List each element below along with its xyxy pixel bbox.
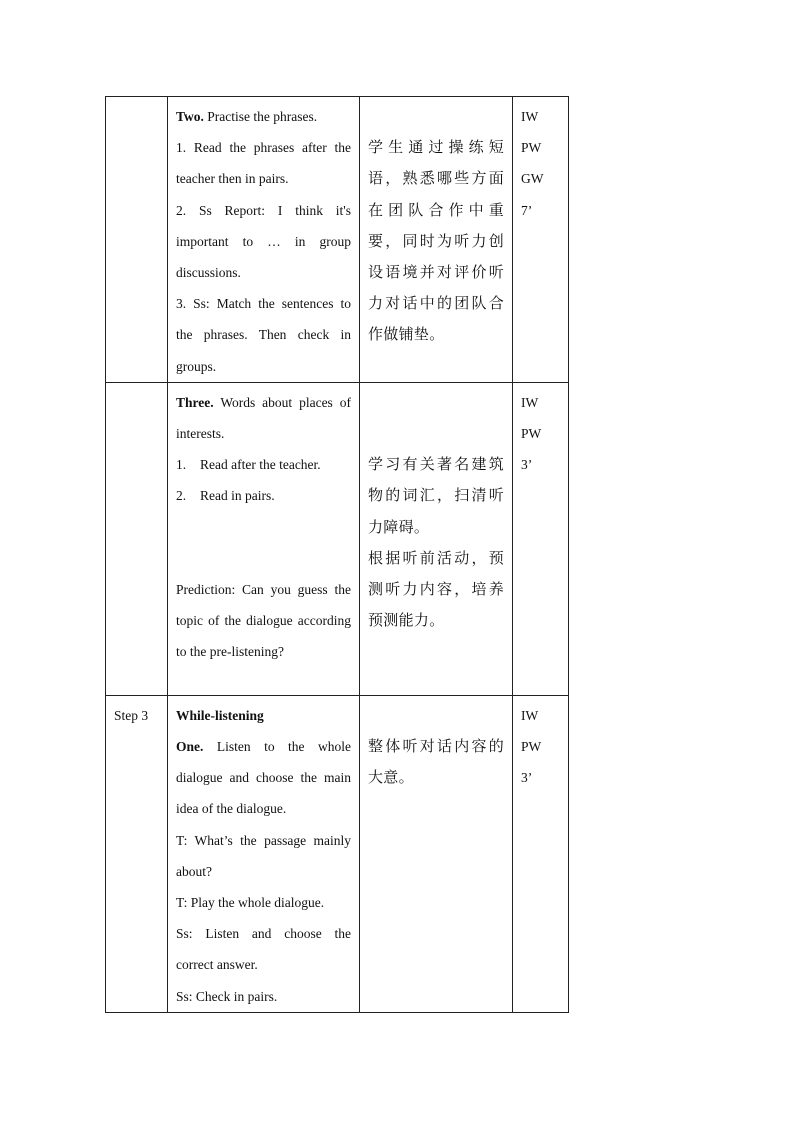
form-item: IW bbox=[521, 707, 539, 723]
lesson-plan-table bbox=[105, 96, 569, 1013]
form-item: PW bbox=[521, 426, 542, 442]
spacer bbox=[368, 101, 504, 132]
activity-line: 2. Ss Report: I think it's important to … in group discussions. bbox=[176, 202, 351, 281]
form-cell bbox=[513, 695, 569, 1012]
activity-heading-text: Listen to the whole dialogue and choose the main idea of the dialogue. bbox=[176, 739, 351, 817]
time-item: 3’ bbox=[521, 457, 533, 473]
aim-cell bbox=[360, 695, 513, 1012]
spacer bbox=[368, 700, 504, 731]
activity-line: 1. Read the phrases after the teacher then in pairs. bbox=[176, 140, 351, 187]
spacer bbox=[176, 512, 351, 574]
form-cell bbox=[513, 382, 569, 695]
step-cell: Step 3 bbox=[106, 695, 168, 1012]
activity-heading-line bbox=[176, 101, 351, 132]
activity-cell bbox=[168, 97, 360, 383]
activity-line: T: What’s the passage mainly about? bbox=[176, 832, 351, 879]
activity-heading: Three. bbox=[176, 394, 214, 410]
time-item: 7’ bbox=[521, 202, 533, 218]
activity-line: 3. Ss: Match the sentences to the phrases. Then check in groups. bbox=[176, 296, 351, 374]
form-item: PW bbox=[521, 140, 542, 156]
activity-line: Read after the teacher. bbox=[200, 457, 321, 473]
activity-heading-text: Words about places of interests. bbox=[176, 394, 351, 442]
activity-line: T: Play the whole dialogue. bbox=[176, 895, 325, 911]
aim-cell bbox=[360, 382, 513, 695]
activity-heading: Two. bbox=[176, 109, 204, 124]
activity-list-item: 2. Read in pairs. bbox=[176, 488, 275, 504]
aim-cell bbox=[360, 97, 513, 383]
aim-text: 根据听前活动，预测听力内容，培养预测能力。 bbox=[368, 548, 504, 630]
activity-line: Ss: Listen and choose the correct answer. bbox=[176, 926, 351, 973]
activity-heading: One. bbox=[176, 739, 204, 755]
table-row bbox=[106, 97, 569, 383]
activity-list-item: 1. Read after the teacher. bbox=[176, 457, 321, 473]
activity-line: Read in pairs. bbox=[200, 488, 275, 504]
aim-text: 学习有关著名建筑物的词汇，扫清听力障碍。 bbox=[368, 455, 504, 536]
aim-text: 学生通过操练短语，熟悉哪些方面在团队合作中重要，同时为听力创设语境并对评价听力对话中的团队合作做铺垫。 bbox=[368, 138, 504, 344]
form-item: IW bbox=[521, 109, 539, 124]
aim-text: 整体听对话内容的大意。 bbox=[368, 737, 504, 787]
step-cell bbox=[106, 382, 168, 695]
spacer bbox=[368, 387, 504, 449]
form-item: GW bbox=[521, 171, 544, 187]
activity-heading-line bbox=[176, 387, 351, 449]
section-title: While-listening bbox=[176, 707, 264, 723]
form-item: IW bbox=[521, 394, 539, 410]
form-cell bbox=[513, 97, 569, 383]
activity-cell bbox=[168, 382, 360, 695]
activity-heading-text: Practise the phrases. bbox=[203, 109, 318, 124]
step-cell bbox=[106, 97, 168, 383]
form-item: PW bbox=[521, 739, 542, 755]
activity-cell bbox=[168, 695, 360, 1012]
activity-heading-line bbox=[176, 731, 351, 825]
time-item: 3’ bbox=[521, 770, 533, 786]
table-row bbox=[106, 695, 569, 1012]
table-row bbox=[106, 382, 569, 695]
prediction-text: Prediction: Can you guess the topic of the dialogue according to the pre-listening? bbox=[176, 582, 351, 660]
activity-line: Ss: Check in pairs. bbox=[176, 988, 278, 1004]
